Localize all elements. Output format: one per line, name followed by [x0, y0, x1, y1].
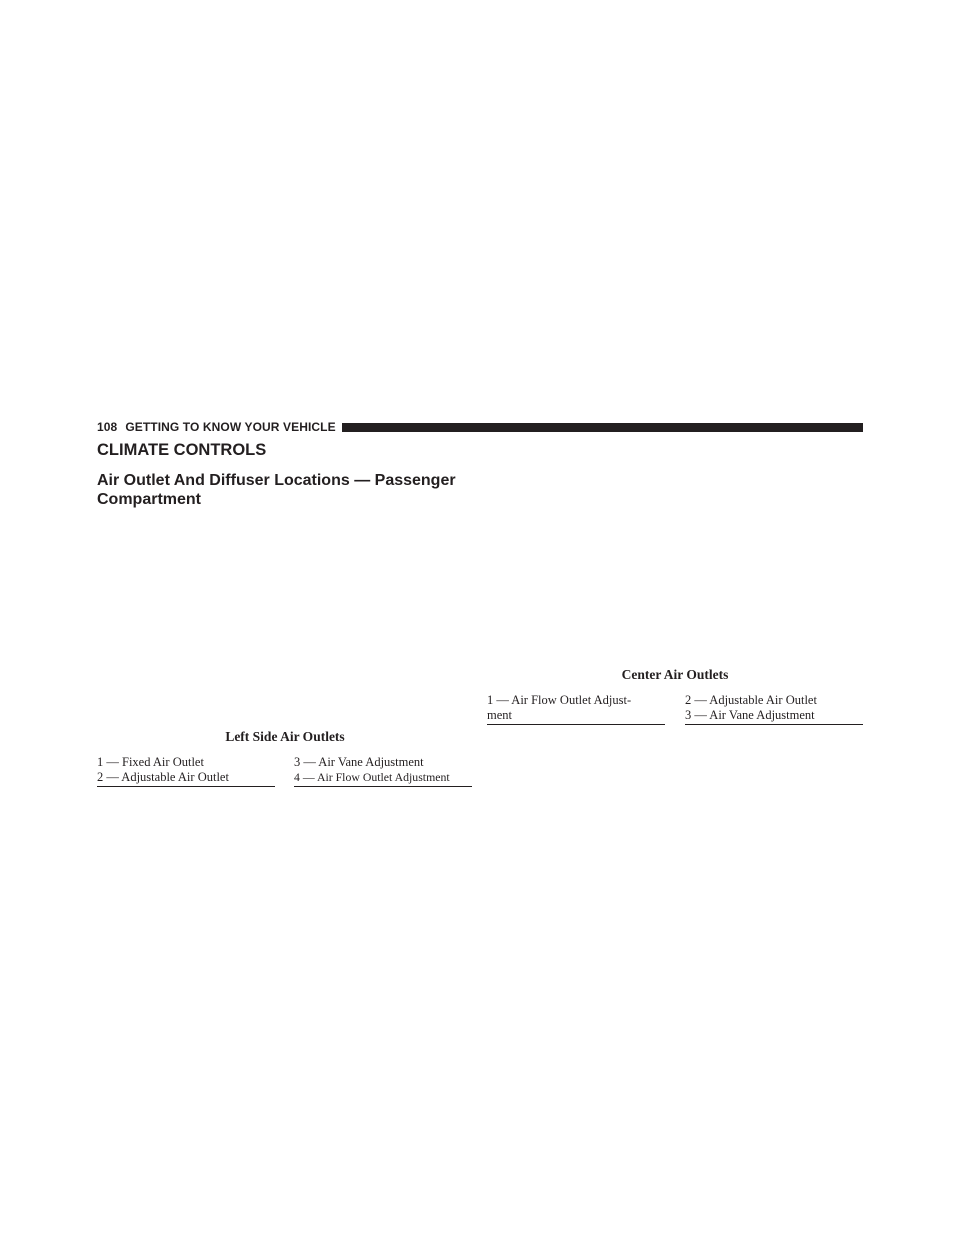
page-number: 108 — [97, 420, 118, 434]
legend-item: 3 — Air Vane Adjustment — [294, 755, 424, 769]
center-outlets-legend-right — [685, 693, 863, 725]
legend-item: 1 — Air Flow Outlet Adjust- — [487, 693, 632, 707]
header-text — [97, 420, 336, 434]
legend-item: 3 — Air Vane Adjustment — [685, 708, 815, 722]
page-header — [97, 419, 863, 435]
legend-item: ment — [487, 708, 512, 722]
section-name: GETTING TO KNOW YOUR VEHICLE — [125, 420, 336, 434]
center-outlets-legend-left — [487, 693, 665, 725]
subsection-title-line-1: Air Outlet And Diffuser Locations — Passenger — [97, 472, 456, 489]
left-side-outlets-legend-left — [97, 755, 275, 787]
legend-item: 2 — Adjustable Air Outlet — [97, 770, 229, 784]
left-side-outlets-caption: Left Side Air Outlets — [225, 729, 345, 744]
legend-item: 1 — Fixed Air Outlet — [97, 755, 204, 769]
header-rule — [342, 423, 863, 432]
center-outlets-caption: Center Air Outlets — [621, 667, 729, 682]
subsection-title-line-2: Compartment — [97, 491, 202, 508]
left-side-outlets-legend-right — [294, 755, 472, 787]
legend-item: 2 — Adjustable Air Outlet — [685, 693, 817, 707]
subsection-title — [97, 471, 487, 509]
section-title: CLIMATE CONTROLS — [97, 441, 267, 459]
legend-item: 4 — Air Flow Outlet Adjustment — [294, 770, 450, 784]
